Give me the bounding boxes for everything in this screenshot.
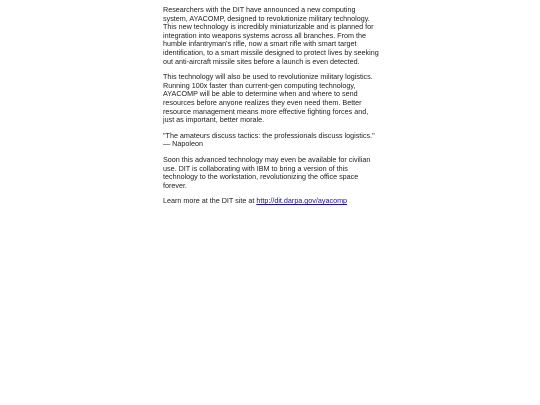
paragraph-intro: Researchers with the DIT have announced a new computing system, AYACOMP, designed to revolutionize military technology. This new technology is incredibly miniaturizable and is planned for integration into weapons systems across all branches. From the humble infantryman's rifle, now a smart rifle with smart target identification, to a smart missile designed to protect lives by seeking out anti-aircraft missile sites before a launch is even detected. — [163, 5, 379, 66]
paragraph-logistics: This technology will also be used to revolutionize military logistics. Running 100x faster than current-gen computing technology, AYACOMP will be able to determine when and where to send resources before anyone realizes they even need them. Better resource management means more effective fighting forces and, just as important, better morale. — [163, 72, 373, 125]
paragraph-civilian: Soon this advanced technology may even be available for civilian use. DIT is collaborating with IBM to bring a version of this technology to the workstation, revolutionizing the office space forever. — [163, 154, 371, 190]
learn-more-line — [163, 197, 379, 206]
dit-site-link[interactable]: http://dit.darpa.gov/ayacomp — [256, 196, 348, 206]
napoleon-quote: "The amateurs discuss tactics: the professionals discuss logistics." — Napoleon — [163, 130, 375, 149]
article-body — [163, 6, 379, 213]
learn-more-text: Learn more at the DIT site at — [163, 196, 257, 206]
